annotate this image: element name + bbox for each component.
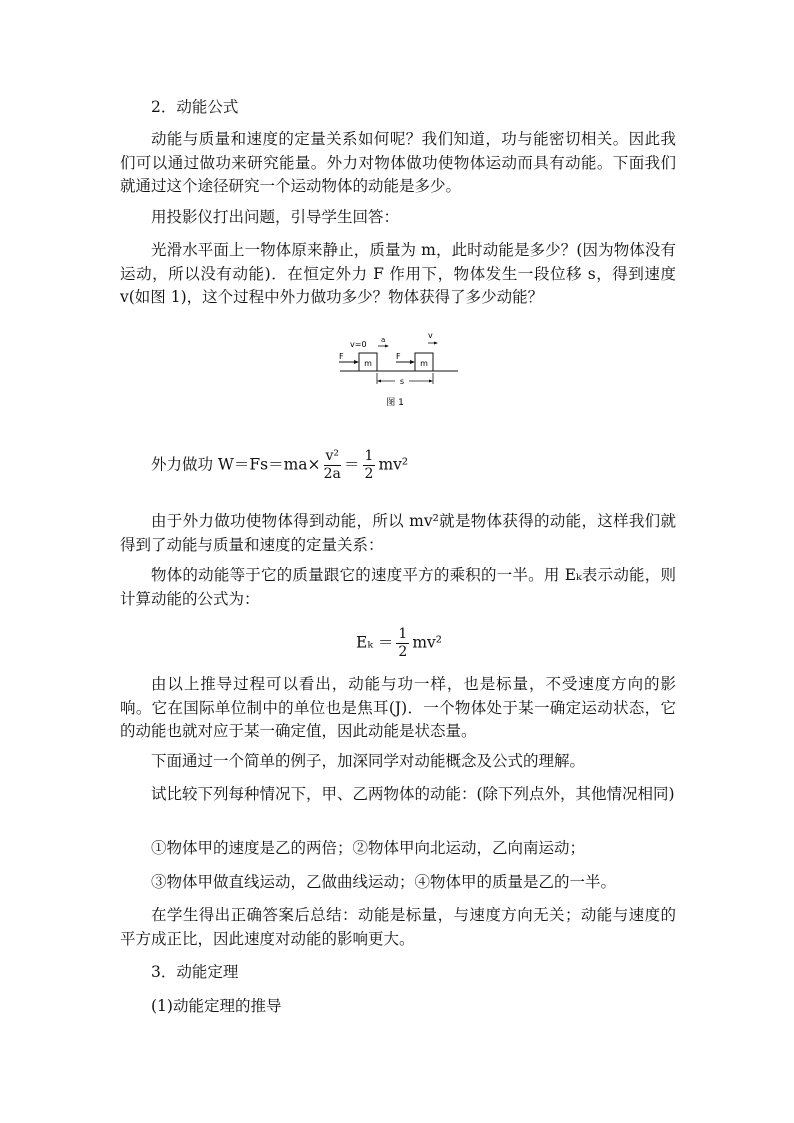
paragraph-comparison-question: 试比较下列每种情况下，甲、乙两物体的动能：(除下列点外，其他情况相同) [151,785,675,803]
fraction-denominator: 2a [323,466,341,482]
force-label-2: F [396,352,401,361]
fraction-v2-over-2a [324,448,342,483]
fraction-numerator: v² [325,448,340,464]
displacement-arrowhead-left [377,380,381,383]
work-formula-prefix: 外力做功 W＝Fs＝ma× [151,455,321,474]
force-arrowhead-1 [354,360,359,364]
fraction-denominator: 2 [398,644,408,660]
block-1-mass-label: m [364,359,372,368]
acceleration-arrowhead [385,345,389,348]
kinetic-energy-formula [356,626,442,661]
force-label-1: F [339,352,344,361]
initial-velocity-label: v=0 [350,340,367,349]
fraction-one-half [396,626,409,661]
final-velocity-label: v [428,331,433,340]
fraction-numerator: 1 [398,626,408,642]
block-2-mass-label: m [420,359,428,368]
displacement-arrowhead-right [429,380,433,383]
displacement-label: s [399,377,405,386]
figure-caption: 图 1 [386,398,404,408]
work-formula [151,448,408,483]
kinetic-energy-lhs: Eₖ ＝ [356,633,394,652]
figure-1-diagram [332,328,462,412]
fraction-numerator: 1 [364,448,374,464]
paragraph-scalar-quantity: 由以上推导过程可以看出，动能与功一样，也是标量，不受速度方向的影响。它在国际单位制中的单位也是焦耳(J)．一个物体处于某一确定运动状态，它的动能也就对应于某一确定值，因此动能是状态量。 [120,675,676,740]
paragraph-example-intro: 下面通过一个简单的例子，加深同学对动能概念及公式的理解。 [151,752,586,770]
paragraph-projector-question: 用投影仪打出问题，引导学生回答： [151,208,400,226]
paragraph-work-to-energy: 由于外力做功使物体得到动能，所以 mv²就是物体获得的动能，这样我们就得到了动能与质量和速度的定量关系： [120,512,676,554]
paragraph-problem-statement: 光滑水平面上一物体原来静止，质量为 m，此时动能是多少？(因为物体没有运动，所以没有动能)．在恒定外力 F 作用下，物体发生一段位移 s，得到速度 v(如图 1)，这个过程中外力做功多少？物体获得了多少动能？ [120,241,676,306]
section-3-heading: 3．动能定理 [151,963,239,981]
paragraph-case-3-4: ③物体甲做直线运动，乙做曲线运动；④物体甲的质量是乙的一半。 [151,873,617,891]
paragraph-case-1-2: ①物体甲的速度是乙的两倍；②物体甲向北运动，乙向南运动； [151,839,586,857]
kinetic-energy-rhs: mv² [412,633,442,652]
paragraph-kinetic-energy-intro: 动能与质量和速度的定量关系如何呢？我们知道，功与能密切相关。因此我们可以通过做功来研究能量。外力对物体做功使物体运动而具有动能。下面我们就通过这个途径研究一个运动物体的动能是多少。 [120,130,676,195]
fraction-denominator: 2 [364,466,374,482]
fraction-one-half [363,448,376,483]
work-formula-suffix: mv² [378,455,409,474]
velocity-arrowhead [434,342,438,345]
subsection-1-heading: (1)动能定理的推导 [151,997,282,1015]
equals-sign: ＝ [344,455,360,474]
force-arrowhead-2 [410,360,415,364]
section-2-heading: 2．动能公式 [151,98,239,116]
paragraph-kinetic-energy-definition: 物体的动能等于它的质量跟它的速度平方的乘积的一半。用 Eₖ表示动能，则计算动能的公式为： [120,566,676,608]
acceleration-label: a [381,336,386,344]
paragraph-summary: 在学生得出正确答案后总结：动能是标量，与速度方向无关；动能与速度的平方成正比，因此速度对动能的影响更大。 [120,906,676,948]
